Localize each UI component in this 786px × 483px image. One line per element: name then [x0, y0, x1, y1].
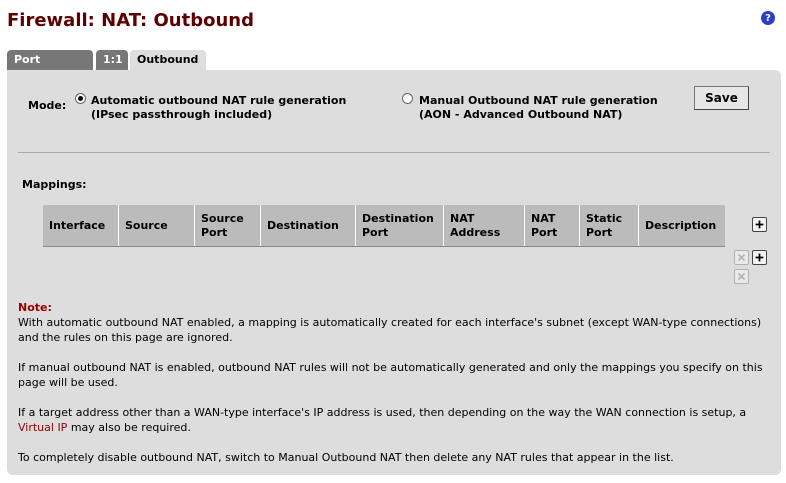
virtual-ip-link[interactable]: Virtual IP — [18, 421, 68, 434]
tab-outbound[interactable]: Outbound — [130, 50, 206, 72]
col-nat-port-l2: Port — [531, 225, 558, 239]
mode-label: Mode: — [28, 99, 67, 112]
col-nat-address — [444, 205, 525, 246]
col-source — [119, 205, 195, 246]
col-destination-port-l1: Destination — [362, 211, 434, 225]
divider — [18, 152, 770, 153]
note-title: Note: — [18, 301, 52, 314]
add-mapping-button[interactable] — [752, 217, 767, 232]
plus-icon — [753, 218, 766, 231]
note-section — [18, 300, 770, 480]
col-nat-address-l2: Address — [450, 225, 501, 239]
note-paragraph-1: With automatic outbound NAT enabled, a mapping is automatically created for each interface's subnet (except WAN-type connections) and the rules on this page are ignored. — [18, 316, 762, 344]
col-source-port-l2: Port — [201, 225, 228, 239]
mappings-table-header — [43, 205, 725, 247]
add-mapping-bottom-button[interactable] — [752, 250, 767, 265]
manual-nat-line1: Manual Outbound NAT rule generation — [419, 94, 658, 107]
col-destination-l1: Destination — [267, 218, 339, 232]
col-destination — [261, 205, 356, 246]
col-description-l1: Description — [645, 218, 717, 232]
col-static-port — [580, 205, 639, 246]
delete-selected-button[interactable] — [734, 250, 749, 265]
plus-icon — [753, 251, 766, 264]
automatic-nat-line2: (IPsec passthrough included) — [91, 108, 273, 121]
col-nat-port — [525, 205, 580, 246]
save-button[interactable]: Save — [694, 86, 749, 110]
delete-x-icon — [735, 251, 748, 264]
col-static-port-l1: Static — [586, 211, 623, 225]
manual-nat-label — [419, 94, 658, 122]
note-paragraph-3-start: If a target address other than a WAN-type interface's IP address is used, then depending on the way the WAN connection is setup, a — [18, 406, 747, 419]
col-destination-port-l2: Port — [362, 225, 389, 239]
mappings-label: Mappings: — [22, 178, 87, 191]
note-paragraph-2: If manual outbound NAT is enabled, outbound NAT rules will not be automatically generated and only the mappings you specify on this page will be used. — [18, 361, 763, 389]
delete-mapping-button[interactable] — [734, 269, 749, 284]
content-panel — [7, 70, 781, 475]
automatic-nat-line1: Automatic outbound NAT rule generation — [91, 94, 347, 107]
col-description — [639, 205, 725, 246]
automatic-nat-label — [91, 94, 346, 122]
note-paragraph-4: To completely disable outbound NAT, switch to Manual Outbound NAT then delete any NAT rules that appear in the list. — [18, 451, 674, 464]
col-interface — [43, 205, 119, 246]
note-paragraph-3-end: may also be required. — [67, 421, 191, 434]
col-source-l1: Source — [125, 218, 168, 232]
manual-nat-radio[interactable] — [402, 93, 413, 104]
tab-one-to-one[interactable]: 1:1 — [96, 50, 128, 70]
col-nat-port-l1: NAT — [531, 211, 556, 225]
col-source-port — [195, 205, 261, 246]
page-title: Firewall: NAT: Outbound — [7, 10, 254, 31]
automatic-nat-radio[interactable] — [75, 93, 86, 104]
help-icon[interactable]: ? — [761, 11, 775, 25]
note-paragraph-3 — [18, 405, 770, 435]
manual-nat-line2: (AON - Advanced Outbound NAT) — [419, 108, 623, 121]
col-destination-port — [356, 205, 444, 246]
col-interface-l1: Interface — [49, 218, 106, 232]
col-nat-address-l1: NAT — [450, 211, 475, 225]
col-static-port-l2: Port — [586, 225, 613, 239]
delete-x-icon — [735, 270, 748, 283]
tab-port-forward[interactable]: Port — [7, 50, 93, 70]
col-source-port-l1: Source — [201, 211, 244, 225]
